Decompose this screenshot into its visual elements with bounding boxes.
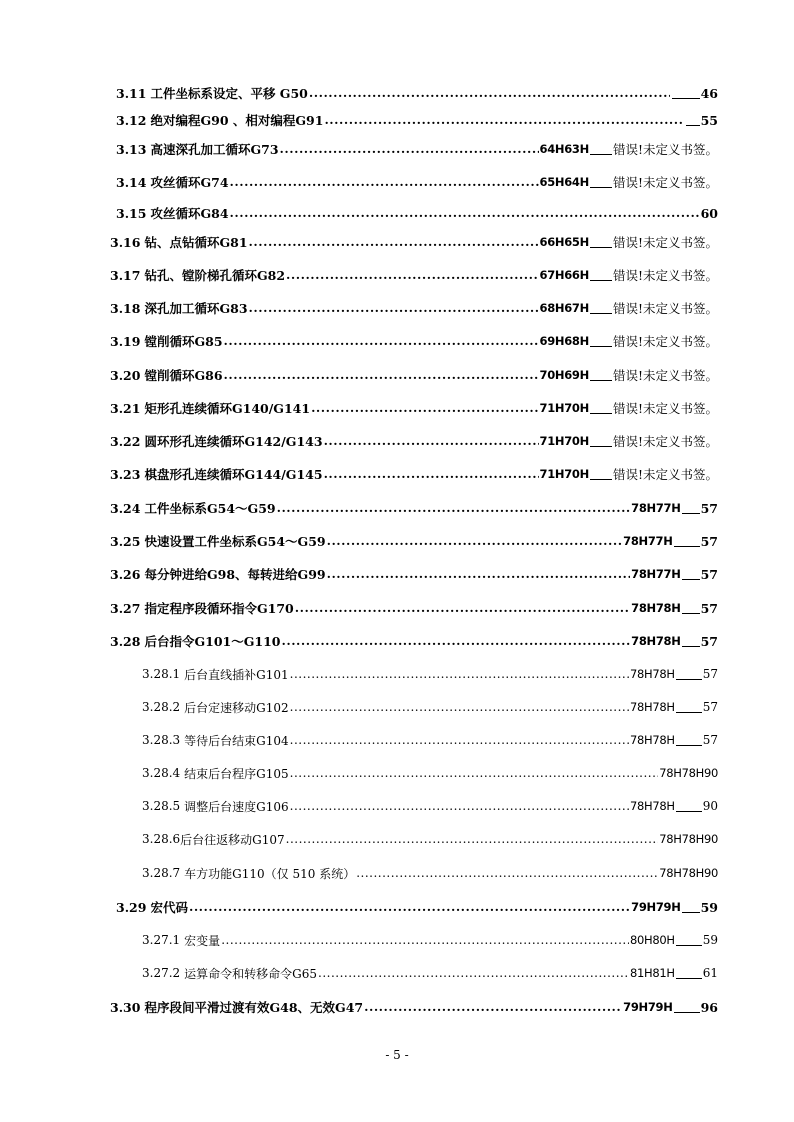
toc-entry-3-12[interactable] xyxy=(116,109,718,131)
toc-title: 后台往返移动G107 xyxy=(180,832,285,847)
field-underline xyxy=(676,702,702,713)
toc-title: 快速设置工件坐标系G54～G59 xyxy=(144,534,326,549)
field-underline xyxy=(686,115,700,126)
error-bookmark-text: 错误!未定义书签。 xyxy=(612,142,718,157)
field-underline xyxy=(676,669,702,680)
toc-number: 3.28.5 xyxy=(142,799,181,813)
toc-entry-3-27[interactable] xyxy=(110,597,718,619)
toc-title: 每分钟进给G98、每转进给G99 xyxy=(144,567,326,582)
toc-entry-3-26[interactable] xyxy=(110,563,718,585)
toc-entry-3-28-2[interactable] xyxy=(142,696,718,718)
field-underline xyxy=(590,303,612,314)
toc-number: 3.28.7 xyxy=(142,866,181,880)
toc-title: 棋盘形孔连续循环G144/G145 xyxy=(144,467,323,482)
toc-entry-3-27-2[interactable] xyxy=(142,962,718,984)
field-underline xyxy=(590,270,612,281)
toc-number: 3.12 xyxy=(116,112,147,128)
toc-title: 钻、点钻循环G81 xyxy=(144,235,248,250)
toc-title: 后台直线插补G101 xyxy=(184,667,289,682)
dot-leader xyxy=(277,501,631,515)
toc-entry-3-22[interactable] xyxy=(110,430,718,452)
error-bookmark-text: 错误!未定义书签。 xyxy=(612,301,718,316)
toc-number: 3.21 xyxy=(110,400,141,416)
toc-title: 运算命令和转移命令G65 xyxy=(184,966,318,981)
dot-leader xyxy=(224,334,539,348)
field-underline xyxy=(590,436,612,447)
toc-number: 3.15 xyxy=(116,205,147,221)
toc-entry-3-28-3[interactable] xyxy=(142,729,718,751)
dot-leader xyxy=(290,799,629,813)
field-underline xyxy=(672,88,700,99)
toc-page: 59 xyxy=(700,899,718,915)
toc-field-code: 78H78H xyxy=(629,700,675,714)
toc-number: 3.27 xyxy=(110,600,141,616)
toc-entry-3-11[interactable] xyxy=(116,82,718,104)
toc-field-code: 78H78H90 xyxy=(659,832,718,846)
toc-title: 钻孔、镗阶梯孔循环G82 xyxy=(144,268,286,283)
toc-title: 高速深孔加工循环G73 xyxy=(150,142,279,157)
dot-leader xyxy=(290,766,659,780)
dot-leader xyxy=(295,601,630,615)
toc-field-code: 78H78H xyxy=(629,799,675,813)
dot-leader xyxy=(318,966,629,980)
toc-number: 3.24 xyxy=(110,500,141,516)
toc-entry-3-28-6[interactable] xyxy=(142,828,718,850)
toc-field-code: 81H81H xyxy=(629,966,675,980)
toc-field-code: 78H78H90 xyxy=(659,766,718,780)
toc-title: 结束后台程序G105 xyxy=(184,766,289,781)
toc-number: 3.27.2 xyxy=(142,966,181,980)
toc-entry-3-23[interactable] xyxy=(110,463,718,485)
toc-field-code: 78H78H xyxy=(631,601,681,615)
toc-title: 后台指令G101～G110 xyxy=(144,634,281,649)
dot-leader xyxy=(224,368,539,382)
error-bookmark-text: 错误!未定义书签。 xyxy=(612,434,718,449)
toc-number: 3.28 xyxy=(110,633,141,649)
toc-entry-3-24[interactable] xyxy=(110,497,718,519)
toc-page: 57 xyxy=(700,533,718,549)
toc-entry-3-28[interactable] xyxy=(110,630,718,652)
toc-field-code: 67H66H xyxy=(539,268,589,282)
toc-title: 后台定速移动G102 xyxy=(184,700,289,715)
dot-leader xyxy=(230,175,539,189)
toc-field-code: 80H80H xyxy=(629,933,675,947)
dot-leader xyxy=(286,268,538,282)
toc-title: 镗削循环G85 xyxy=(144,334,223,349)
toc-page: 59 xyxy=(702,933,718,947)
toc-number: 3.14 xyxy=(116,174,147,190)
error-bookmark-text: 错误!未定义书签。 xyxy=(612,175,718,190)
toc-entry-3-16[interactable] xyxy=(110,231,718,253)
toc-entry-3-25[interactable] xyxy=(110,530,718,552)
toc-number: 3.23 xyxy=(110,466,141,482)
toc-number: 3.30 xyxy=(110,999,141,1015)
toc-title: 宏代码 xyxy=(150,900,188,915)
error-bookmark-text: 错误!未定义书签。 xyxy=(612,268,718,283)
dot-leader xyxy=(290,733,629,747)
dot-leader xyxy=(290,700,629,714)
toc-entry-3-28-7[interactable] xyxy=(142,862,718,884)
dot-leader xyxy=(290,667,629,681)
toc-title: 宏变量 xyxy=(184,933,221,948)
error-bookmark-text: 错误!未定义书签。 xyxy=(612,401,718,416)
toc-entry-3-28-5[interactable] xyxy=(142,795,718,817)
page-number-footer: - 5 - xyxy=(385,1048,409,1062)
toc-number: 3.27.1 xyxy=(142,933,181,947)
toc-field-code: 78H77H xyxy=(631,567,681,581)
toc-number: 3.17 xyxy=(110,267,141,283)
field-underline xyxy=(590,237,612,248)
field-underline xyxy=(590,370,612,381)
field-underline xyxy=(682,503,700,514)
toc-number: 3.28.1 xyxy=(142,667,181,681)
toc-page: 57 xyxy=(700,566,718,582)
toc-number: 3.28.3 xyxy=(142,733,181,747)
error-bookmark-text: 错误!未定义书签。 xyxy=(612,235,718,250)
dot-leader xyxy=(364,1000,622,1014)
toc-page: 60 xyxy=(700,205,718,221)
toc-page: 57 xyxy=(700,500,718,516)
error-bookmark-text: 错误!未定义书签。 xyxy=(612,368,718,383)
toc-page: 46 xyxy=(700,85,718,101)
toc-title: 车方功能G110（仅 510 系统） xyxy=(184,866,356,881)
field-underline xyxy=(590,469,612,480)
toc-title: 绝对编程G90 、相对编程G91 xyxy=(150,113,324,128)
toc-number: 3.28.2 xyxy=(142,700,181,714)
dot-leader xyxy=(327,567,631,581)
dot-leader xyxy=(249,301,539,315)
toc-title: 镗削循环G86 xyxy=(144,368,223,383)
toc-title: 矩形孔连续循环G140/G141 xyxy=(144,401,311,416)
toc-number: 3.28.4 xyxy=(142,766,181,780)
toc-number: 3.19 xyxy=(110,333,141,349)
field-underline xyxy=(676,735,702,746)
field-underline xyxy=(676,801,702,812)
toc-page: 61 xyxy=(702,966,718,980)
toc-number: 3.28.6 xyxy=(142,832,181,846)
toc-field-code: 68H67H xyxy=(539,301,589,315)
toc-field-code: 78H77H xyxy=(631,501,681,515)
toc-number: 3.16 xyxy=(110,234,141,250)
toc-page: 57 xyxy=(700,633,718,649)
dot-leader xyxy=(221,933,629,947)
dot-leader xyxy=(356,866,658,880)
toc-entry-3-13[interactable] xyxy=(116,138,718,160)
dot-leader xyxy=(189,900,630,914)
toc-field-code: 79H79H xyxy=(631,900,681,914)
field-underline xyxy=(682,569,700,580)
toc-field-code: 65H64H xyxy=(539,175,589,189)
toc-entry-3-18[interactable] xyxy=(110,297,718,319)
toc-title: 程序段间平滑过渡有效G48、无效G47 xyxy=(144,1000,364,1015)
toc-title: 圆环形孔连续循环G142/G143 xyxy=(144,434,323,449)
toc-number: 3.25 xyxy=(110,533,141,549)
dot-leader xyxy=(309,86,670,100)
toc-field-code: 79H79H xyxy=(623,1000,673,1014)
field-underline xyxy=(682,902,700,913)
dot-leader xyxy=(280,142,539,156)
field-underline xyxy=(674,536,700,547)
toc-entry-3-14[interactable] xyxy=(116,171,718,193)
toc-title: 深孔加工循环G83 xyxy=(144,301,248,316)
toc-title: 工件坐标系G54～G59 xyxy=(144,501,276,516)
toc-field-code: 78H77H xyxy=(623,534,673,548)
field-underline xyxy=(590,336,612,347)
toc-title: 等待后台结束G104 xyxy=(184,733,289,748)
toc-number: 3.29 xyxy=(116,899,147,915)
toc-page: 57 xyxy=(702,733,718,747)
dot-leader xyxy=(282,634,631,648)
field-underline xyxy=(590,177,612,188)
error-bookmark-text: 错误!未定义书签。 xyxy=(612,334,718,349)
toc-title: 指定程序段循环指令G170 xyxy=(144,601,294,616)
toc-entry-3-21[interactable] xyxy=(110,397,718,419)
field-underline xyxy=(676,968,702,979)
toc-field-code: 78H78H xyxy=(629,667,675,681)
toc-title: 攻丝循环G74 xyxy=(150,175,229,190)
toc-field-code: 66H65H xyxy=(539,235,589,249)
field-underline xyxy=(682,636,700,647)
toc-page: 57 xyxy=(702,700,718,714)
toc-entry-3-19[interactable] xyxy=(110,330,718,352)
toc-entry-3-29[interactable] xyxy=(116,896,718,918)
field-underline xyxy=(590,403,612,414)
toc-entry-3-20[interactable] xyxy=(110,364,718,386)
field-underline xyxy=(674,1002,700,1013)
toc-entry-3-15[interactable] xyxy=(116,202,718,224)
dot-leader xyxy=(324,113,683,127)
toc-title: 攻丝循环G84 xyxy=(150,206,229,221)
error-bookmark-text: 错误!未定义书签。 xyxy=(612,467,718,482)
toc-field-code: 71H70H xyxy=(539,434,589,448)
toc-page: 55 xyxy=(700,112,718,128)
toc-title: 调整后台速度G106 xyxy=(184,799,289,814)
toc-page: 57 xyxy=(700,600,718,616)
toc-page: 90 xyxy=(702,799,718,813)
toc-field-code: 71H70H xyxy=(539,467,589,481)
toc-title: 工件坐标系设定、平移 G50 xyxy=(150,86,308,101)
dot-leader xyxy=(327,534,623,548)
toc-field-code: 78H78H90 xyxy=(659,866,718,880)
toc-field-code: 70H69H xyxy=(539,368,589,382)
toc-entry-3-28-1[interactable] xyxy=(142,663,718,685)
toc-field-code: 71H70H xyxy=(539,401,589,415)
toc-number: 3.20 xyxy=(110,367,141,383)
toc-field-code: 64H63H xyxy=(539,142,589,156)
dot-leader xyxy=(324,467,539,481)
field-underline xyxy=(682,603,700,614)
toc-entry-3-27-1[interactable] xyxy=(142,929,718,951)
toc-number: 3.22 xyxy=(110,433,141,449)
field-underline xyxy=(676,935,702,946)
toc-page: 57 xyxy=(702,667,718,681)
dot-leader xyxy=(230,206,700,220)
toc-number: 3.13 xyxy=(116,141,147,157)
dot-leader xyxy=(324,434,539,448)
dot-leader xyxy=(249,235,539,249)
toc-number: 3.11 xyxy=(116,85,147,101)
toc-entry-3-17[interactable] xyxy=(110,264,718,286)
dot-leader xyxy=(311,401,538,415)
toc-number: 3.26 xyxy=(110,566,141,582)
toc-field-code: 78H78H xyxy=(631,634,681,648)
toc-field-code: 78H78H xyxy=(629,733,675,747)
toc-page: 96 xyxy=(700,999,718,1015)
toc-entry-3-30[interactable] xyxy=(110,996,718,1018)
toc-number: 3.18 xyxy=(110,300,141,316)
field-underline xyxy=(590,144,612,155)
toc-entry-3-28-4[interactable] xyxy=(142,762,718,784)
toc-field-code: 69H68H xyxy=(539,334,589,348)
dot-leader xyxy=(286,832,659,846)
